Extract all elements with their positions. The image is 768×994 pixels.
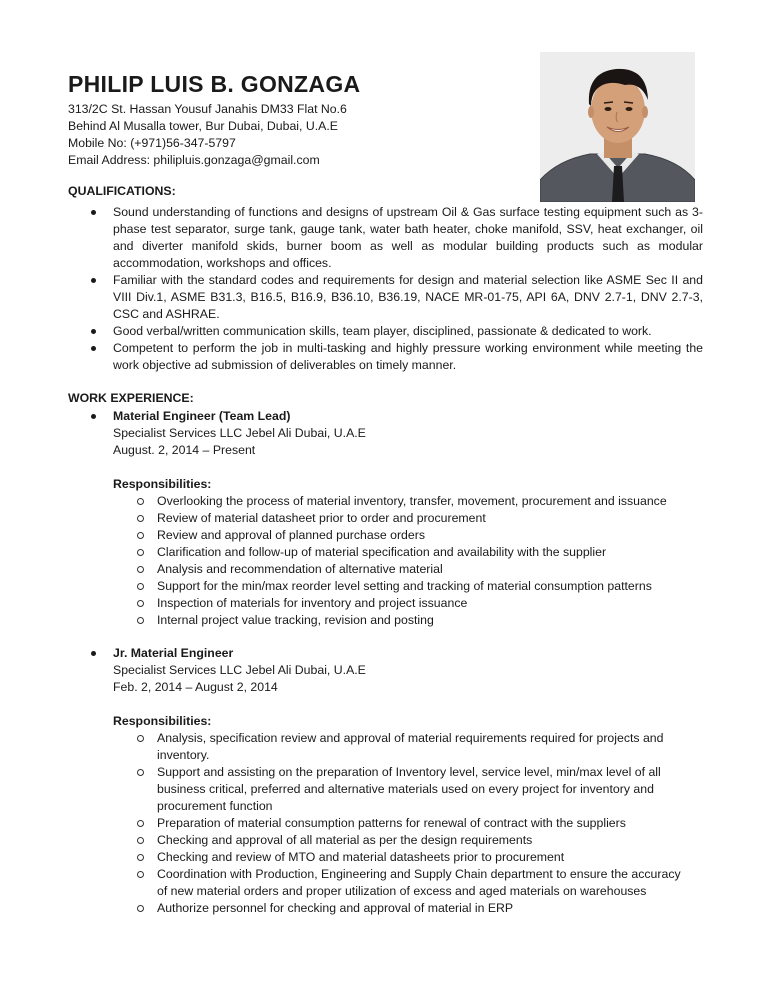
responsibilities-heading: Responsibilities: <box>113 714 212 728</box>
qualification-text: Familiar with the standard codes and requirements for design and material selection like ASME Sec II and VIII Div.1, ASME B31.3, B16.5, B16.9, B36.10, B36.19, NACE MR-01-75, API 6A, DNV 2.7-1, DNV 2.7-3, CSC and ASHRAE. <box>113 273 703 321</box>
responsibility-item <box>68 815 703 832</box>
candidate-name: PHILIP LUIS B. GONZAGA <box>68 71 361 97</box>
responsibility-text: Authorize personnel for checking and approval of material in ERP <box>157 901 514 915</box>
responsibility-item <box>68 849 703 866</box>
bullet-icon <box>91 651 96 656</box>
circle-bullet-icon <box>137 532 144 539</box>
job-company: Specialist Services LLC Jebel Ali Dubai, U.A.E <box>113 663 366 677</box>
circle-bullet-icon <box>137 871 144 878</box>
job-title: Jr. Material Engineer <box>113 646 234 660</box>
responsibilities-heading: Responsibilities: <box>113 477 212 491</box>
qualification-item <box>68 323 703 340</box>
qualification-text: Sound understanding of functions and designs of upstream Oil & Gas surface testing equipment such as 3-phase test separator, surge tank, gauge tank, water bath heater, choke manifold, SSV, heat exchanger, oil and diverter manifold skids, burner boom as well as modular building products such as modular accommodation, workshops and offices. <box>113 205 703 270</box>
job-dates: August. 2, 2014 – Present <box>113 443 256 457</box>
job-dates: Feb. 2, 2014 – August 2, 2014 <box>113 680 278 694</box>
job-title-row <box>68 645 703 662</box>
job-entry <box>68 645 703 917</box>
responsibility-item <box>68 544 703 561</box>
qualification-item <box>68 204 703 272</box>
qualification-text: Competent to perform the job in multi-tasking and highly pressure working environment while meeting the work objective ad submission of deliverables on timely manner. <box>113 341 703 372</box>
mobile-number: Mobile No: (+971)56-347-5797 <box>68 136 236 150</box>
circle-bullet-icon <box>137 820 144 827</box>
responsibility-item <box>68 900 703 917</box>
responsibility-text: Support and assisting on the preparation of Inventory level, service level, min/max level of all business critical, preferred and alternative materials used on every project for inventory and procurement function <box>157 765 661 813</box>
bullet-icon <box>91 329 96 334</box>
qualification-item <box>68 272 703 323</box>
job-company: Specialist Services LLC Jebel Ali Dubai, U.A.E <box>113 426 366 440</box>
circle-bullet-icon <box>137 854 144 861</box>
circle-bullet-icon <box>137 583 144 590</box>
responsibility-text: Review of material datasheet prior to order and procurement <box>157 511 486 525</box>
qualifications-heading: QUALIFICATIONS: <box>68 184 176 198</box>
bullet-icon <box>91 278 96 283</box>
contact-block <box>68 101 347 169</box>
circle-bullet-icon <box>137 617 144 624</box>
bullet-icon <box>91 210 96 215</box>
responsibility-item <box>68 510 703 527</box>
circle-bullet-icon <box>137 837 144 844</box>
circle-bullet-icon <box>137 735 144 742</box>
qualification-text: Good verbal/written communication skills, team player, disciplined, passionate & dedicated to work. <box>113 324 652 338</box>
circle-bullet-icon <box>137 905 144 912</box>
circle-bullet-icon <box>137 498 144 505</box>
responsibility-text: Inspection of materials for inventory and project issuance <box>157 596 468 610</box>
circle-bullet-icon <box>137 566 144 573</box>
address-line-1: 313/2C St. Hassan Yousuf Janahis DM33 Flat No.6 <box>68 102 347 116</box>
responsibility-text: Analysis and recommendation of alternative material <box>157 562 443 576</box>
job-entry <box>68 408 703 629</box>
responsibility-text: Analysis, specification review and approval of material requirements required for projects and inventory. <box>157 731 664 762</box>
responsibility-text: Preparation of material consumption patterns for renewal of contract with the suppliers <box>157 816 626 830</box>
responsibility-item <box>68 832 703 849</box>
email-address: Email Address: philipluis.gonzaga@gmail.com <box>68 153 320 167</box>
work-experience-heading: WORK EXPERIENCE: <box>68 391 194 405</box>
bullet-icon <box>91 346 96 351</box>
bullet-icon <box>91 414 96 419</box>
circle-bullet-icon <box>137 549 144 556</box>
responsibility-text: Support for the min/max reorder level setting and tracking of material consumption patterns <box>157 579 652 593</box>
circle-bullet-icon <box>137 600 144 607</box>
responsibility-text: Internal project value tracking, revision and posting <box>157 613 434 627</box>
circle-bullet-icon <box>137 515 144 522</box>
responsibility-item <box>68 527 703 544</box>
responsibility-text: Checking and review of MTO and material datasheets prior to procurement <box>157 850 565 864</box>
circle-bullet-icon <box>137 769 144 776</box>
responsibility-item <box>68 561 703 578</box>
address-line-2: Behind Al Musalla tower, Bur Dubai, Dubai, U.A.E <box>68 119 338 133</box>
responsibility-text: Clarification and follow-up of material specification and availability with the supplier <box>157 545 607 559</box>
responsibility-text: Overlooking the process of material inventory, transfer, movement, procurement and issuance <box>157 494 667 508</box>
responsibility-item <box>68 493 703 510</box>
responsibility-item <box>68 612 703 629</box>
responsibility-item <box>68 730 703 764</box>
responsibility-item <box>68 578 703 595</box>
job-title: Material Engineer (Team Lead) <box>113 409 291 423</box>
qualifications-list <box>68 204 703 374</box>
responsibility-text: Review and approval of planned purchase orders <box>157 528 425 542</box>
qualification-item <box>68 340 703 374</box>
responsibility-item <box>68 764 703 815</box>
responsibility-text: Checking and approval of all material as per the design requirements <box>157 833 533 847</box>
responsibility-item <box>68 866 703 900</box>
responsibility-text: Coordination with Production, Engineering and Supply Chain department to ensure the accuracy of new material orders and proper utilization of excess and aged materials on warehouses <box>157 867 681 898</box>
responsibility-item <box>68 595 703 612</box>
job-title-row <box>68 408 703 425</box>
profile-photo <box>540 52 695 202</box>
